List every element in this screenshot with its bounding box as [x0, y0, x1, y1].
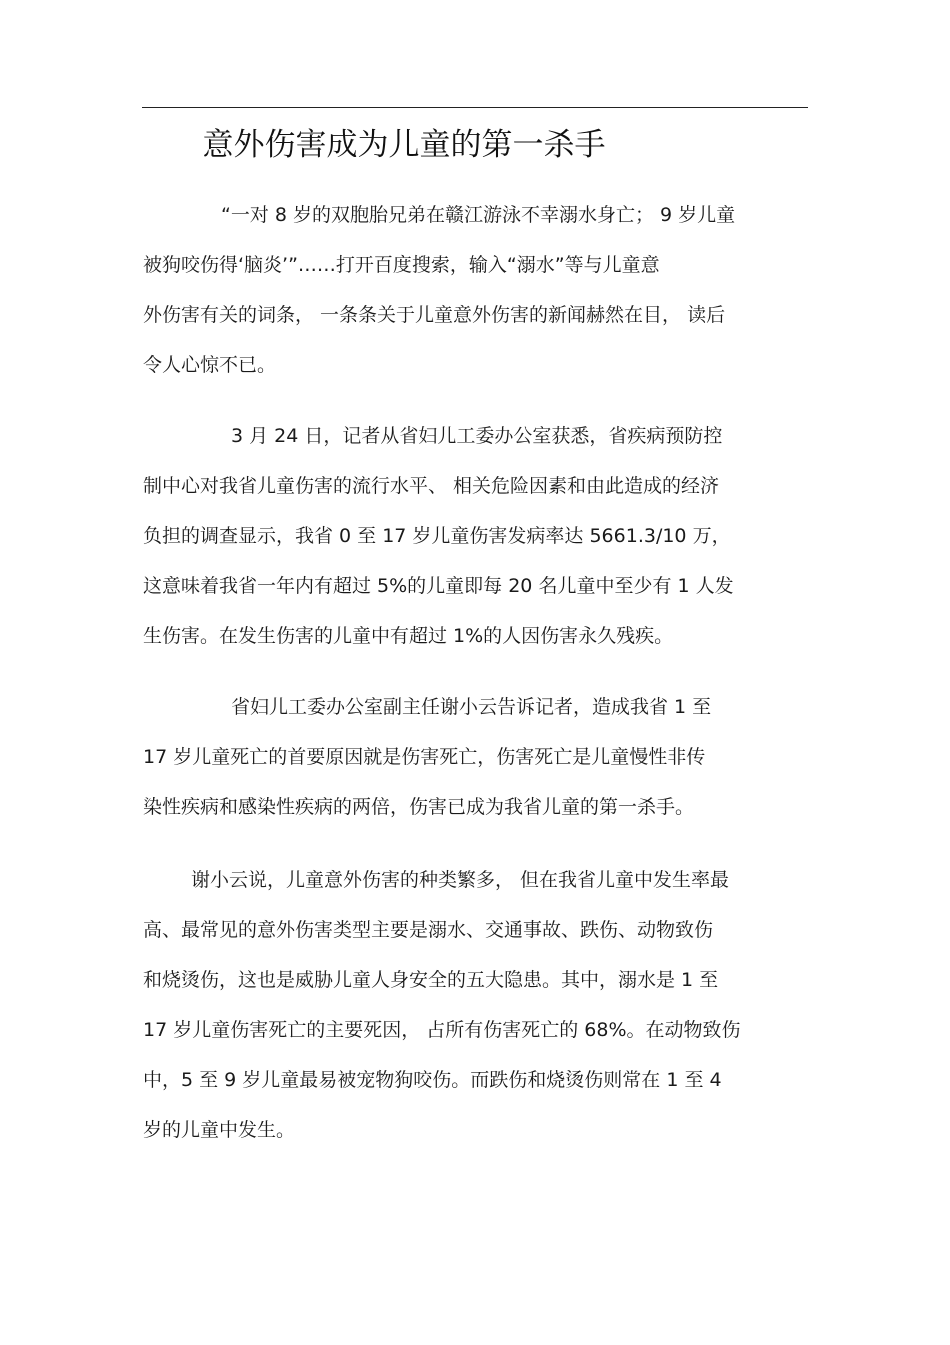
paragraph-line: “一对 8 岁的双胞胎兄弟在赣江游泳不幸溺水身亡； 9 岁儿童	[221, 204, 736, 226]
paragraph-line: 和烧烫伤，这也是威胁儿童人身安全的五大隐患。其中，溺水是 1 至	[143, 969, 719, 991]
paragraph-2	[143, 418, 809, 668]
paragraph-line: 生伤害。在发生伤害的儿童中有超过 1%的人因伤害永久残疾。	[143, 625, 674, 647]
paragraph-line: 染性疾病和感染性疾病的两倍，伤害已成为我省儿童的第一杀手。	[143, 796, 695, 818]
paragraph-line: 负担的调查显示，我省 0 至 17 岁儿童伤害发病率达 5661.3/10 万，	[143, 525, 731, 547]
paragraph-line: 岁的儿童中发生。	[143, 1119, 296, 1141]
paragraph-line: 令人心惊不已。	[143, 354, 277, 376]
paragraph-line: 17 岁儿童死亡的首要原因就是伤害死亡，伤害死亡是儿童慢性非传	[143, 746, 706, 768]
header-rule	[142, 107, 808, 108]
paragraph-line: 高、最常见的意外伤害类型主要是溺水、交通事故、跌伤、动物致伤	[143, 919, 714, 941]
paragraph-line: 制中心对我省儿童伤害的流行水平、 相关危险因素和由此造成的经济	[143, 475, 720, 497]
paragraph-line: 17 岁儿童伤害死亡的主要死因， 占所有伤害死亡的 68%。在动物致伤	[143, 1019, 741, 1041]
paragraph-line: 中，5 至 9 岁儿童最易被宠物狗咬伤。而跌伤和烧烫伤则常在 1 至 4	[143, 1069, 722, 1091]
paragraph-line: 3 月 24 日，记者从省妇儿工委办公室获悉，省疾病预防控	[231, 425, 723, 447]
article-title: 意外伤害成为儿童的第一杀手	[202, 127, 606, 163]
paragraph-line: 被狗咬伤得‘脑炎’”……打开百度搜索，输入“溺水”等与儿童意	[143, 254, 660, 276]
paragraph-3	[143, 689, 809, 839]
paragraph-line: 谢小云说，儿童意外伤害的种类繁多， 但在我省儿童中发生率最	[191, 869, 730, 891]
paragraph-line: 省妇儿工委办公室副主任谢小云告诉记者，造成我省 1 至	[231, 696, 712, 718]
paragraph-4	[143, 862, 809, 1162]
paragraph-line: 外伤害有关的词条， 一条条关于儿童意外伤害的新闻赫然在目， 读后	[143, 304, 726, 326]
paragraph-1	[143, 197, 809, 397]
paragraph-line: 这意味着我省一年内有超过 5%的儿童即每 20 名儿童中至少有 1 人发	[143, 575, 734, 597]
